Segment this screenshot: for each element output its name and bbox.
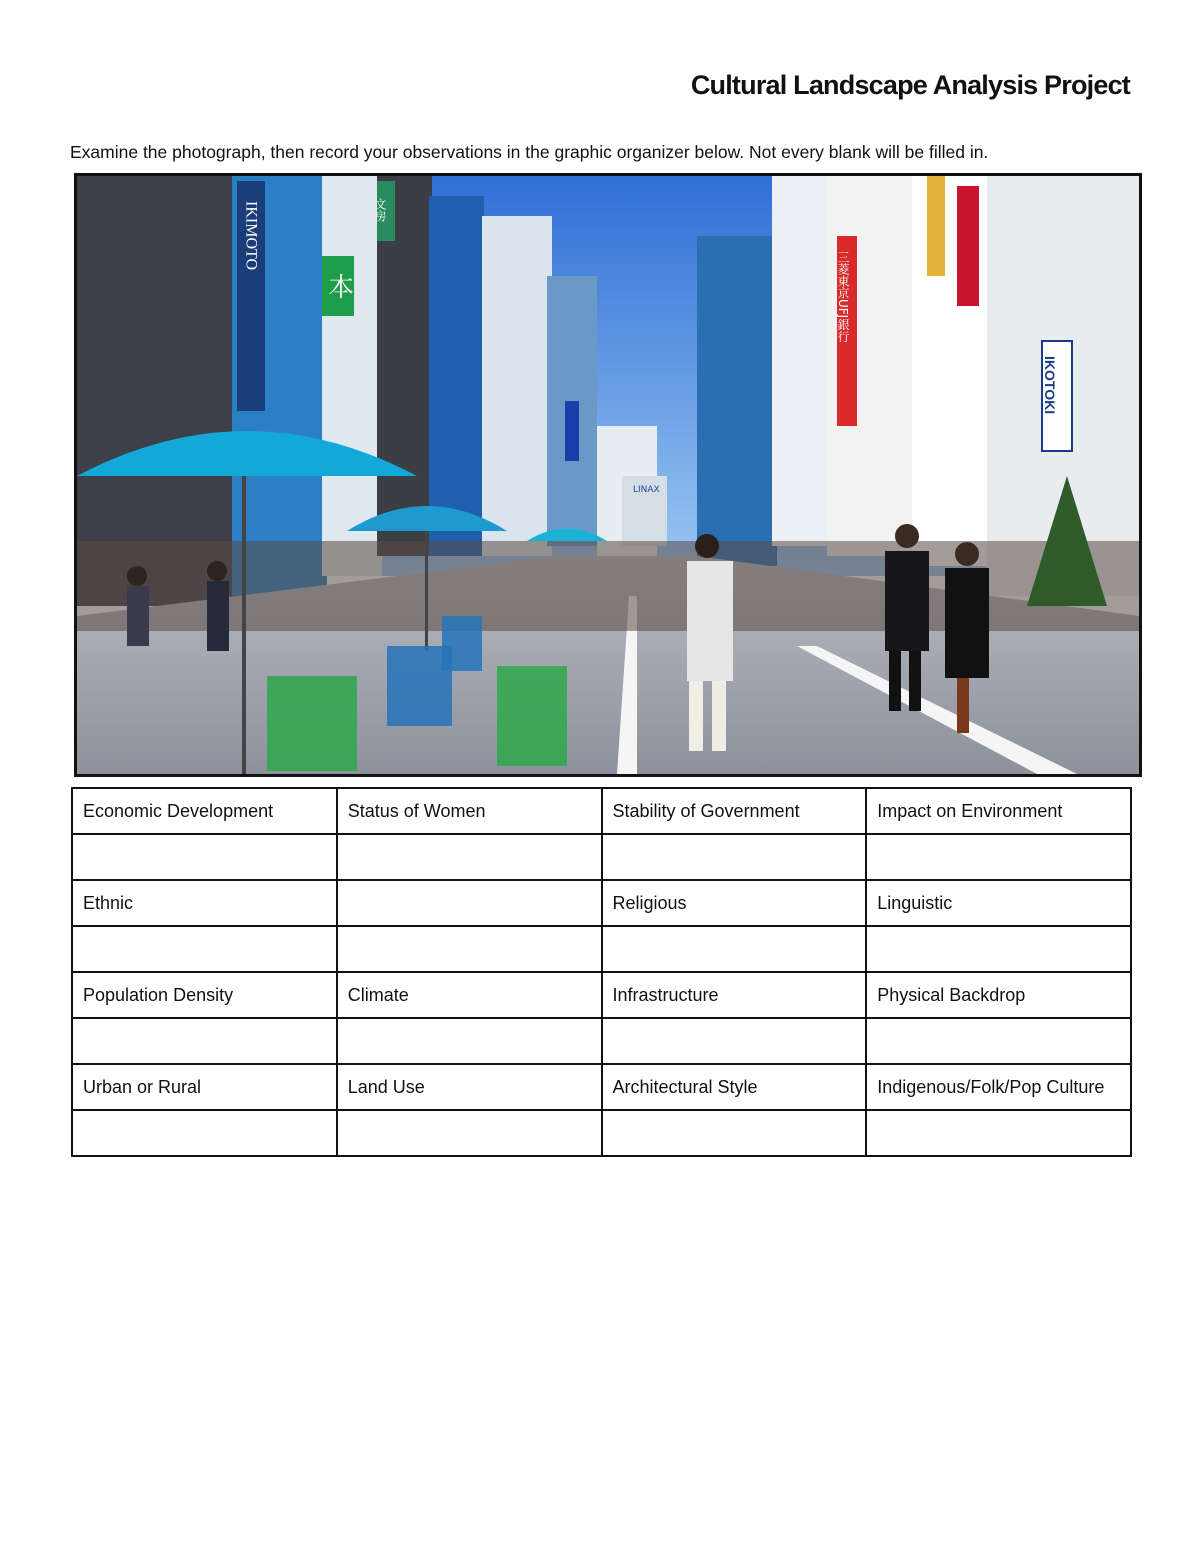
organizer-cell: Linguistic [866,880,1131,926]
organizer-cell: Indigenous/Folk/Pop Culture [866,1064,1131,1110]
organizer-cell: Infrastructure [602,972,867,1018]
table-row [72,788,1131,834]
organizer-cell: Urban or Rural [72,1064,337,1110]
answer-blank[interactable] [602,834,867,880]
street-photograph [74,173,1142,777]
answer-blank[interactable] [602,1018,867,1064]
answer-blank[interactable] [866,834,1131,880]
organizer-cell: Impact on Environment [866,788,1131,834]
table-row [72,1110,1131,1156]
table-row [72,1064,1131,1110]
table-row [72,1018,1131,1064]
answer-blank[interactable] [72,834,337,880]
organizer-cell: Ethnic [72,880,337,926]
table-row [72,972,1131,1018]
answer-blank[interactable] [72,1110,337,1156]
answer-blank[interactable] [602,1110,867,1156]
organizer-cell: Stability of Government [602,788,867,834]
organizer-cell: Status of Women [337,788,602,834]
photo-sign-text: 文房 [373,198,387,222]
answer-blank[interactable] [72,926,337,972]
answer-blank[interactable] [337,1110,602,1156]
organizer-cell: Economic Development [72,788,337,834]
photo-sign-text: 三菱東京UFJ銀行 [836,251,850,343]
page-title: Cultural Landscape Analysis Project [690,70,1130,100]
answer-blank[interactable] [72,1018,337,1064]
organizer-cell: Population Density [72,972,337,1018]
organizer-cell: Land Use [337,1064,602,1110]
answer-blank[interactable] [866,1110,1131,1156]
photo-sign-text: IKOTOKI [1042,356,1058,415]
table-row [72,834,1131,880]
organizer-cell: Religious [602,880,867,926]
organizer-cell: Architectural Style [602,1064,867,1110]
answer-blank[interactable] [602,926,867,972]
instructions-text: Examine the photograph, then record your observations in the graphic organizer below. Not every blank will be filled in. [70,142,989,162]
organizer-cell: Physical Backdrop [866,972,1131,1018]
answer-blank[interactable] [337,1018,602,1064]
answer-blank[interactable] [866,926,1131,972]
answer-blank[interactable] [866,1018,1131,1064]
table-row [72,926,1131,972]
answer-blank[interactable] [337,834,602,880]
answer-blank[interactable] [337,926,602,972]
table-row [72,880,1131,926]
organizer-cell: Climate [337,972,602,1018]
graphic-organizer-table [71,787,1132,1157]
organizer-cell [337,880,602,926]
photo-sign-text: LINAX [633,485,660,495]
photo-sign-text: 本 [328,273,355,303]
photo-sign-text: IKIMOTO [242,201,260,271]
